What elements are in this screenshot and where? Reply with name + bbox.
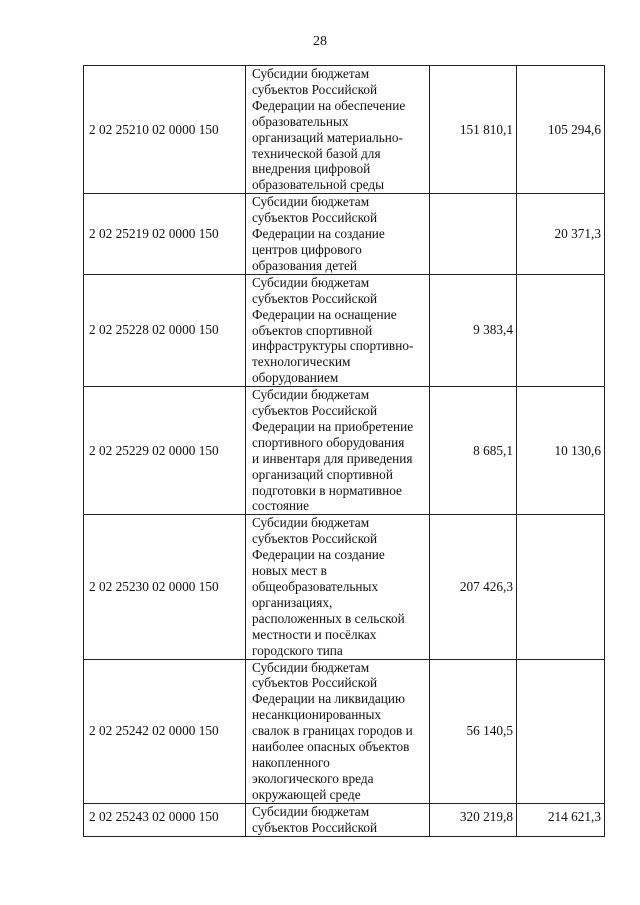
revenue-name-line: накопленного [252, 754, 330, 770]
table-row [84, 274, 605, 386]
revenue-name-line: экологического вреда [252, 770, 374, 786]
amount-year-2-cell: 20 371,3 [517, 194, 605, 275]
table-row [84, 387, 605, 515]
revenue-name-line: Федерации на создание [252, 226, 385, 242]
revenue-name-line: свалок в границах городов и [252, 723, 413, 739]
table-row [84, 515, 605, 659]
revenue-name-line: организациях, [252, 594, 333, 610]
amount-year-1-cell: 56 140,5 [430, 659, 517, 803]
revenue-name-line: центров цифрового [252, 241, 362, 257]
revenue-name-line: образовательной среды [252, 177, 385, 193]
table-row [84, 66, 605, 194]
amount-year-2-cell [517, 659, 605, 803]
revenue-name-line: Федерации на создание [252, 547, 385, 563]
budget-code-cell: 2 02 25228 02 0000 150 [84, 274, 246, 386]
amount-year-1-cell: 320 219,8 [430, 803, 517, 836]
table-row [84, 803, 605, 836]
budget-table [83, 65, 605, 837]
revenue-name-line: местности и посёлках [252, 626, 377, 642]
revenue-name-cell [246, 515, 430, 659]
table-row [84, 194, 605, 275]
amount-year-1-cell: 151 810,1 [430, 66, 517, 194]
revenue-name-line: окружающей среде [252, 786, 361, 802]
revenue-name-line: внедрения цифровой [252, 161, 371, 177]
revenue-name-cell [246, 387, 430, 515]
budget-code-cell: 2 02 25242 02 0000 150 [84, 659, 246, 803]
revenue-name-line: инфраструктуры спортивно- [252, 338, 414, 354]
revenue-name-line: субъектов Российской [252, 210, 378, 226]
revenue-name-line: организаций спортивной [252, 466, 393, 482]
amount-year-1-cell: 8 685,1 [430, 387, 517, 515]
revenue-name-line: состояние [252, 498, 310, 514]
revenue-name-line: Субсидии бюджетам [252, 66, 370, 81]
revenue-name-cell [246, 803, 430, 836]
revenue-name-line: оборудованием [252, 370, 339, 386]
budget-code-cell: 2 02 25219 02 0000 150 [84, 194, 246, 275]
table-row [84, 659, 605, 803]
amount-year-2-cell [517, 515, 605, 659]
revenue-name-line: организаций материально- [252, 129, 403, 145]
amount-year-2-cell: 214 621,3 [517, 803, 605, 836]
revenue-name-line: Субсидии бюджетам [252, 274, 370, 290]
revenue-name-cell [246, 194, 430, 275]
revenue-name-line: Субсидии бюджетам [252, 803, 370, 819]
revenue-name-line: субъектов Российской [252, 290, 378, 306]
revenue-name-line: субъектов Российской [252, 81, 378, 97]
revenue-name-cell [246, 66, 430, 194]
revenue-name-line: Субсидии бюджетам [252, 659, 370, 675]
revenue-name-line: подготовки в нормативное [252, 482, 402, 498]
revenue-name-line: спортивного оборудования [252, 434, 405, 450]
revenue-name-line: технической базой для [252, 145, 381, 161]
amount-year-1-cell: 207 426,3 [430, 515, 517, 659]
amount-year-2-cell: 105 294,6 [517, 66, 605, 194]
revenue-name-line: субъектов Российской [252, 531, 378, 547]
amount-year-1-cell [430, 194, 517, 275]
revenue-name-line: Федерации на ликвидацию [252, 691, 405, 707]
budget-table-body [84, 66, 605, 837]
amount-year-2-cell [517, 274, 605, 386]
page-number: 28 [313, 34, 327, 49]
revenue-name-line: расположенных в сельской [252, 610, 405, 626]
revenue-name-line: новых мест в [252, 563, 327, 579]
budget-code-cell: 2 02 25210 02 0000 150 [84, 66, 246, 194]
amount-year-1-cell: 9 383,4 [430, 274, 517, 386]
revenue-name-line: и инвентаря для приведения [252, 450, 413, 466]
revenue-name-line: Субсидии бюджетам [252, 515, 370, 531]
revenue-name-line: Субсидии бюджетам [252, 387, 370, 403]
revenue-name-line: Федерации на приобретение [252, 418, 414, 434]
revenue-name-line: субъектов Российской [252, 819, 378, 835]
revenue-name-cell [246, 274, 430, 386]
revenue-name-line: общеобразовательных [252, 579, 379, 594]
revenue-name-cell [246, 659, 430, 803]
revenue-name-line: образования детей [252, 257, 357, 273]
revenue-name-line: технологическим [252, 354, 351, 370]
budget-code-cell: 2 02 25229 02 0000 150 [84, 387, 246, 515]
revenue-name-line: Федерации на оснащение [252, 306, 397, 322]
revenue-name-line: городского типа [252, 642, 343, 658]
budget-code-cell: 2 02 25230 02 0000 150 [84, 515, 246, 659]
revenue-name-line: Федерации на обеспечение [252, 97, 406, 113]
revenue-name-line: субъектов Российской [252, 675, 378, 691]
revenue-name-line: субъектов Российской [252, 403, 378, 419]
revenue-name-line: объектов спортивной [252, 322, 373, 338]
revenue-name-line: образовательных [252, 113, 349, 129]
revenue-name-line: несанкционированных [252, 707, 382, 723]
amount-year-2-cell: 10 130,6 [517, 387, 605, 515]
revenue-name-line: Субсидии бюджетам [252, 194, 370, 210]
revenue-name-line: наиболее опасных объектов [252, 739, 410, 755]
budget-code-cell: 2 02 25243 02 0000 150 [84, 803, 246, 836]
